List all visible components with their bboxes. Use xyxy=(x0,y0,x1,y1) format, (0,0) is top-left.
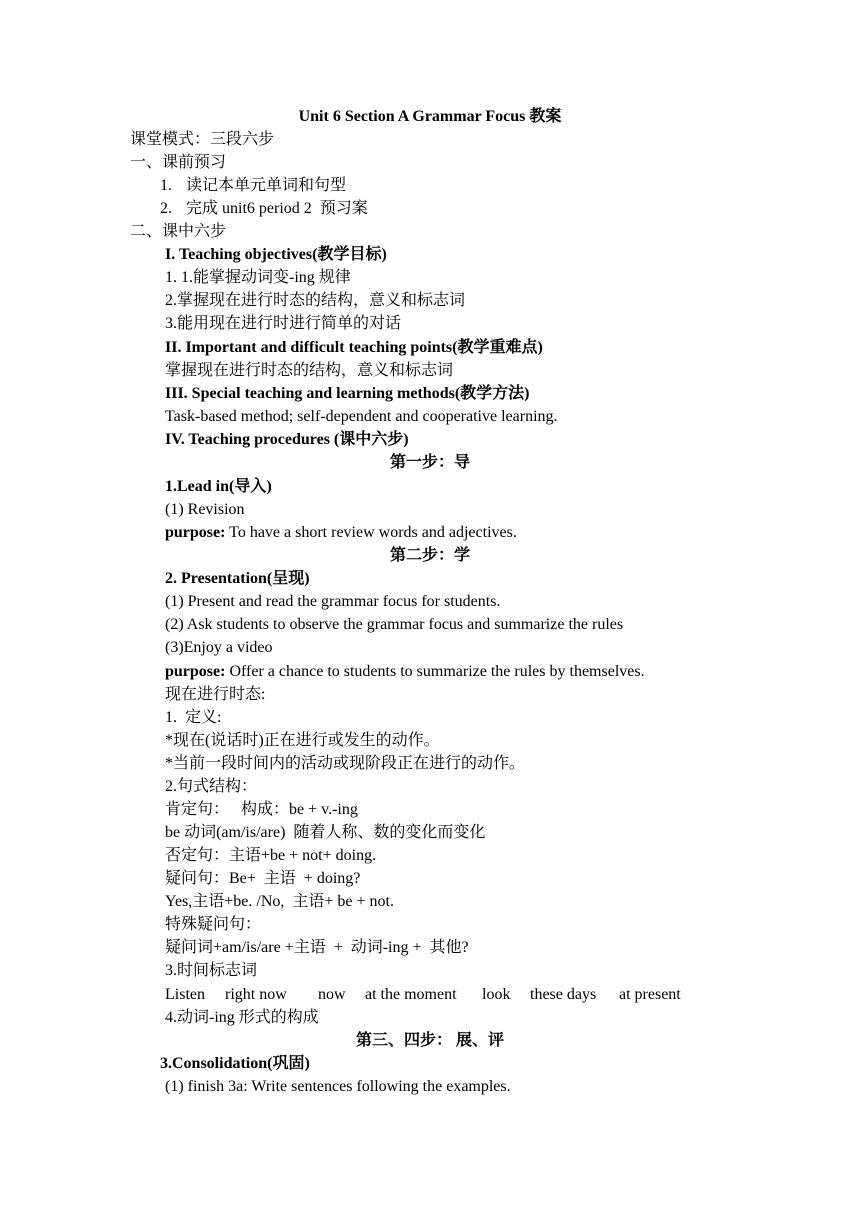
purpose-text: Offer a chance to students to summarize the rules by themselves. xyxy=(225,663,645,680)
preview-item-2 xyxy=(160,199,368,219)
purpose-line xyxy=(165,523,517,543)
revision-line: (1) Revision xyxy=(165,501,245,518)
special-question-heading: 特殊疑问句： xyxy=(165,916,262,933)
question-line: 疑问句：Be+ 主语 + doing? xyxy=(165,870,361,887)
step1-title: 第一步：导 xyxy=(389,454,470,471)
preview-item-text: 完成 unit6 period 2 预习案 xyxy=(186,200,368,217)
preview-item-number: 1. xyxy=(160,177,172,194)
definition-line: *现在(说话时)正在进行或发生的动作。 xyxy=(165,732,440,749)
time-markers-heading: 3.时间标志词 xyxy=(165,962,258,979)
grammar-title: 现在进行时态: xyxy=(165,686,266,703)
consolidation-heading: 3.Consolidation(巩固) xyxy=(160,1055,310,1072)
consolidation-line: (1) finish 3a: Write sentences following the examples. xyxy=(165,1078,511,1095)
presentation-line: (3)Enjoy a video xyxy=(165,639,273,656)
structure-heading: 2.句式结构： xyxy=(165,778,258,795)
methods-text: Task-based method; self-dependent and cooperative learning. xyxy=(165,408,558,425)
be-verb-note: be 动词(am/is/are) 随着人称、数的变化而变化 xyxy=(165,824,486,841)
definition-line: *当前一段时间内的活动或现阶段正在进行的动作。 xyxy=(165,755,526,772)
purpose-label: purpose: xyxy=(165,524,226,541)
lead-in-heading: 1.Lead in(导入) xyxy=(165,478,272,495)
preview-item-number: 2. xyxy=(160,200,172,217)
class-mode: 课堂模式：三段六步 xyxy=(130,131,275,148)
preview-item-1 xyxy=(160,176,346,196)
time-markers-row xyxy=(0,985,860,1005)
part2-heading: 二、课中六步 xyxy=(130,223,227,240)
objective-item: 1. 1.能掌握动词变-ing 规律 xyxy=(165,269,351,286)
ing-form-heading: 4.动词-ing 形式的构成 xyxy=(165,1009,319,1026)
purpose-line xyxy=(165,662,645,682)
purpose-label: purpose: xyxy=(165,663,226,680)
answer-line: Yes,主语+be. /No, 主语+ be + not. xyxy=(165,893,395,910)
time-marker: Listen xyxy=(165,986,205,1003)
time-marker: now xyxy=(318,986,346,1003)
presentation-line: (2) Ask students to observe the grammar focus and summarize the rules xyxy=(165,616,624,633)
time-marker: these days xyxy=(530,986,597,1003)
presentation-line: (1) Present and read the grammar focus for students. xyxy=(165,593,501,610)
time-marker: at present xyxy=(619,986,681,1003)
definition-heading: 1. 定义: xyxy=(165,709,222,726)
key-points-text: 掌握现在进行时态的结构，意义和标志词 xyxy=(165,362,454,379)
procedures-heading: IV. Teaching procedures (课中六步) xyxy=(165,431,409,448)
key-points-heading: II. Important and difficult teaching points(教学重难点) xyxy=(165,339,543,356)
step2-title: 第二步：学 xyxy=(389,547,470,564)
preview-item-text: 读记本单元单词和句型 xyxy=(186,177,347,194)
methods-heading: III. Special teaching and learning methods(教学方法) xyxy=(165,385,530,402)
document-title: Unit 6 Section A Grammar Focus 教案 xyxy=(298,108,562,125)
objective-item: 2.掌握现在进行时态的结构，意义和标志词 xyxy=(165,292,466,309)
step34-title: 第三、四步： 展、评 xyxy=(355,1032,504,1049)
part1-heading: 一、课前预习 xyxy=(130,154,227,171)
special-question-line: 疑问词+am/is/are +主语 + 动词-ing + 其他? xyxy=(165,939,469,956)
presentation-heading: 2. Presentation(呈现) xyxy=(165,570,310,587)
affirmative-line: 肯定句： 构成：be + v.-ing xyxy=(165,801,358,818)
objective-item: 3.能用现在进行时进行简单的对话 xyxy=(165,315,402,332)
time-marker: right now xyxy=(225,986,287,1003)
objectives-heading: I. Teaching objectives(教学目标) xyxy=(165,246,387,263)
time-marker: look xyxy=(482,986,511,1003)
time-marker: at the moment xyxy=(365,986,457,1003)
negative-line: 否定句：主语+be + not+ doing. xyxy=(165,847,377,864)
purpose-text: To have a short review words and adjectives. xyxy=(225,524,517,541)
